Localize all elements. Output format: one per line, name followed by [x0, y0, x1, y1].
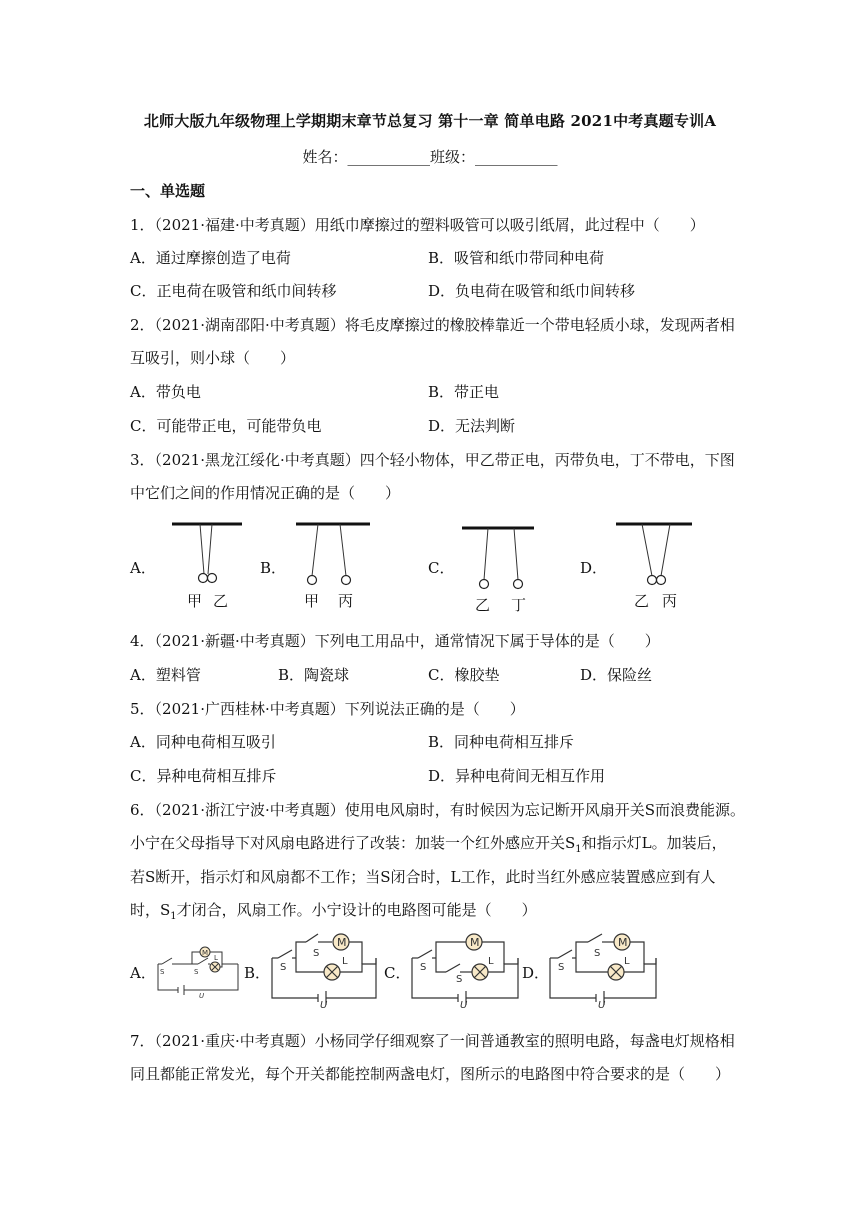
q3-option-a-label[interactable]: A． — [130, 559, 156, 577]
class-label: 班级： — [430, 148, 476, 166]
q7-stem-line1: 7．（2021·重庆·中考真题）小杨同学仔细观察了一间普通教室的照明电路，每盏电灯规格相 — [130, 1032, 735, 1050]
svg-text:L: L — [342, 956, 348, 967]
svg-text:S: S — [420, 962, 427, 973]
name-blank[interactable]: ___________ — [347, 148, 430, 166]
q2-option-c[interactable]: C．可能带正电，可能带负电 — [130, 417, 322, 435]
q6-circuit-b[interactable] — [266, 924, 382, 1008]
q5-option-a[interactable]: A．同种电荷相互吸引 — [130, 733, 276, 751]
q4-stem: 4．（2021·新疆·中考真题）下列电工用品中，通常情况下属于导体的是（ ） — [130, 632, 660, 650]
svg-text:L: L — [624, 956, 630, 967]
q1-option-d[interactable]: D．负电荷在吸管和纸巾间转移 — [428, 282, 636, 300]
q3-d-ball1-label: 乙 — [634, 592, 650, 610]
svg-text:S: S — [313, 948, 320, 959]
q3-figure-c[interactable] — [458, 522, 542, 614]
q2-stem-line2: 互吸引，则小球（ ） — [130, 349, 296, 367]
svg-text:S: S — [594, 948, 601, 959]
page-title: 北师大版九年级物理上学期期末章节总复习 第十一章 简单电路 2021中考真题专训A — [143, 112, 717, 130]
svg-text:U: U — [199, 992, 205, 998]
q3-a-ball1-label: 甲 — [187, 592, 203, 610]
q4-option-d[interactable]: D．保险丝 — [580, 666, 653, 684]
class-blank[interactable]: ___________ — [475, 148, 558, 166]
q2-option-d[interactable]: D．无法判断 — [428, 417, 516, 435]
q3-c-ball2-label: 丁 — [511, 596, 527, 614]
svg-text:U: U — [320, 1000, 328, 1008]
q6-circuit-d[interactable] — [544, 924, 662, 1008]
q5-option-c[interactable]: C．异种电荷相互排斥 — [130, 767, 277, 785]
q6-stem-line3: 若S断开，指示灯和风扇都不工作；当S闭合时，L工作，此时当红外感应装置感应到有人 — [130, 868, 716, 886]
svg-text:L: L — [488, 956, 494, 967]
svg-text:L: L — [214, 954, 218, 962]
name-label: 姓名： — [302, 148, 348, 166]
q6-option-b-label[interactable]: B． — [244, 964, 271, 982]
q1-option-c[interactable]: C．正电荷在吸管和纸巾间转移 — [130, 282, 337, 300]
svg-text:S: S — [160, 968, 165, 976]
q3-figure-a[interactable] — [166, 518, 246, 610]
q4-option-b[interactable]: B．陶瓷球 — [278, 666, 350, 684]
q3-option-d-label[interactable]: D． — [580, 559, 608, 577]
q2-option-b[interactable]: B．带正电 — [428, 383, 500, 401]
svg-text:S: S — [456, 974, 463, 985]
svg-text:U: U — [460, 1000, 468, 1008]
q1-option-a[interactable]: A．通过摩擦创造了电荷 — [130, 249, 291, 267]
svg-text:M: M — [337, 936, 347, 949]
q3-stem-line1: 3．（2021·黑龙江绥化·中考真题）四个轻小物体，甲乙带正电，丙带负电，丁不带电，下图 — [130, 451, 735, 469]
name-class-row — [0, 146, 860, 167]
q3-c-ball1-label: 乙 — [475, 596, 491, 614]
q6-stem-line4: 时，$S_1$才闭合，风扇工作。小宁设计的电路图可能是（ ） — [130, 901, 537, 922]
q2-stem-line1: 2．（2021·湖南邵阳·中考真题）将毛皮摩擦过的橡胶棒靠近一个带电轻质小球，发现两者相 — [130, 316, 735, 334]
q6-option-d-label[interactable]: D． — [522, 964, 550, 982]
q4-option-a[interactable]: A．塑料管 — [130, 666, 201, 684]
q6-circuit-a[interactable] — [152, 940, 244, 998]
svg-text:M: M — [202, 949, 209, 957]
svg-text:S: S — [558, 962, 565, 973]
q7-stem-line2: 同且都能正常发光，每个开关都能控制两盏电灯，图所示的电路图中符合要求的是（ ） — [130, 1065, 731, 1083]
q6-stem-line1: 6．（2021·浙江宁波·中考真题）使用电风扇时，有时候因为忘记断开风扇开关S而浪费能源。 — [130, 801, 746, 819]
q3-option-b-label[interactable]: B． — [260, 559, 287, 577]
svg-text:S: S — [280, 962, 287, 973]
svg-text:S: S — [194, 968, 199, 976]
q5-option-d[interactable]: D．异种电荷间无相互作用 — [428, 767, 606, 785]
q3-b-ball1-label: 甲 — [304, 592, 320, 610]
q1-stem: 1．（2021·福建·中考真题）用纸巾摩擦过的塑料吸管可以吸引纸屑，此过程中（ ） — [130, 216, 705, 234]
q5-option-b[interactable]: B．同种电荷相互排斥 — [428, 733, 575, 751]
svg-text:M: M — [618, 936, 628, 949]
q3-d-ball2-label: 丙 — [662, 592, 678, 610]
q3-stem-line2: 中它们之间的作用情况正确的是（ ） — [130, 484, 401, 502]
q3-b-ball2-label: 丙 — [338, 592, 354, 610]
q4-option-c[interactable]: C．橡胶垫 — [428, 666, 500, 684]
q3-figure-d[interactable] — [612, 518, 696, 610]
svg-text:U: U — [598, 1000, 606, 1008]
q6-circuit-c[interactable] — [406, 924, 524, 1008]
q3-figure-b[interactable] — [290, 518, 378, 610]
section-heading: 一、单选题 — [130, 182, 206, 200]
q1-option-b[interactable]: B．吸管和纸巾带同种电荷 — [428, 249, 605, 267]
q3-option-c-label[interactable]: C． — [428, 559, 455, 577]
q6-stem-line2: 小宁在父母指导下对风扇电路进行了改装：加装一个红外感应开关$S_1$和指示灯L。加装后， — [130, 834, 727, 855]
q2-option-a[interactable]: A．带负电 — [130, 383, 201, 401]
q6-option-a-label[interactable]: A． — [130, 964, 156, 982]
q6-option-c-label[interactable]: C． — [384, 964, 411, 982]
q5-stem: 5．（2021·广西桂林·中考真题）下列说法正确的是（ ） — [130, 700, 525, 718]
q3-a-ball2-label: 乙 — [213, 592, 229, 610]
svg-text:M: M — [470, 936, 480, 949]
